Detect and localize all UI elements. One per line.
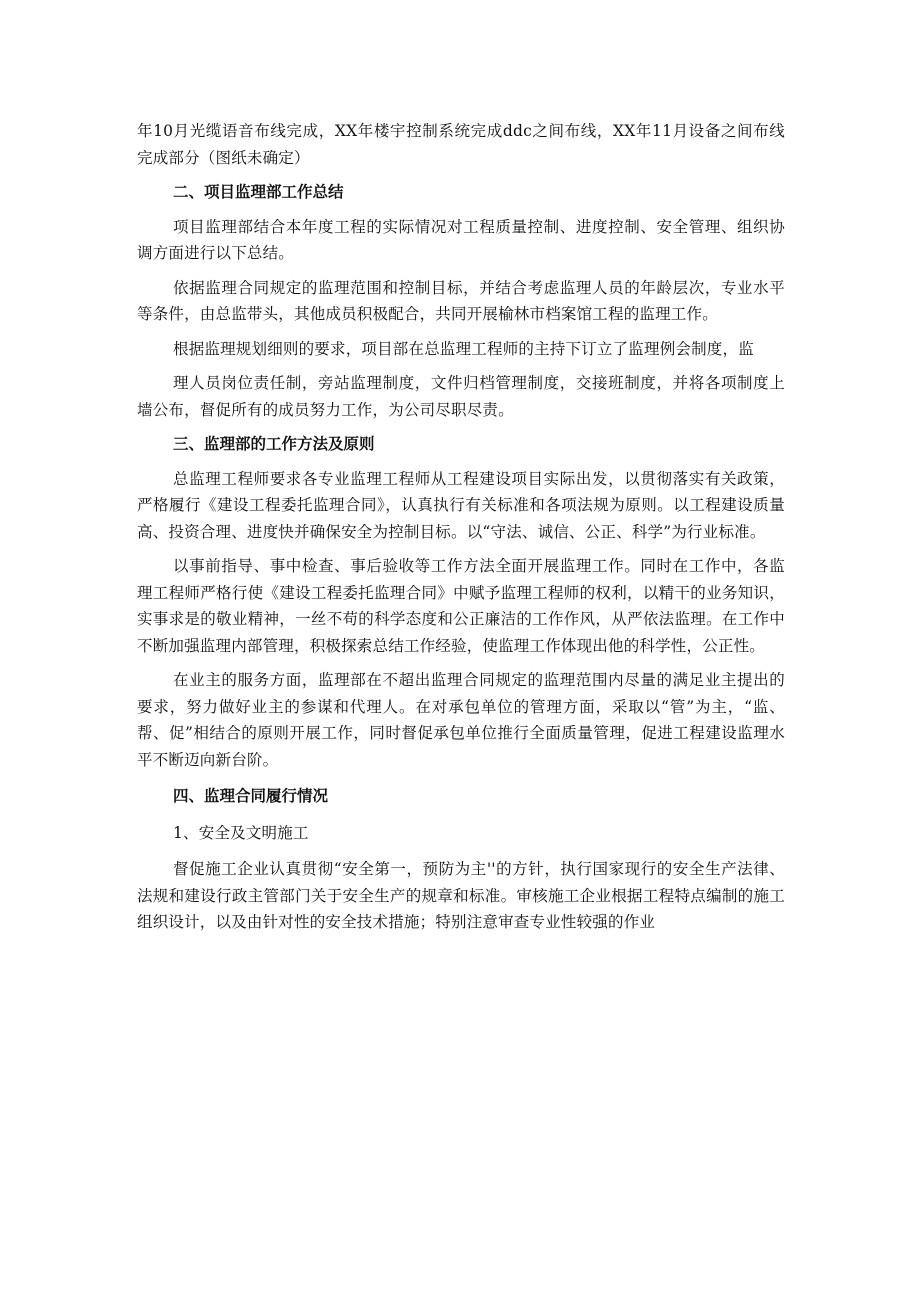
paragraph-cabling-progress: 年10月光缆语音布线完成，XX年楼宇控制系统完成ddc之间布线，XX年11月设备之间布线完成部分（图纸未确定） — [137, 122, 785, 167]
paragraph-principles: 总监理工程师要求各专业监理工程师从工程建设项目实际出发，以贯彻落实有关政策，严格履行《建设工程委托监理合同》，认真执行有关标准和各项法规为原则。以工程建设质量高、投资合理、进度快并确保安全为控制目标。以“守法、诚信、公正、科学”为行业标准。 — [137, 469, 785, 541]
paragraph-safety: 督促施工企业认真贯彻“安全第一，预防为主''的方针，执行国家现行的安全生产法律、法规和建设行政主管部门关于安全生产的规章和标准。审核施工企业根据工程特点编制的施工组织设计，以及由针对性的安全技术措施；特别注意审查专业性较强的作业 — [137, 860, 785, 931]
paragraph-supervision-scope: 依据监理合同规定的监理范围和控制目标，并结合考虑监理人员的年龄层次，专业水平等条件，由总监带头，其他成员积极配合，共同开展榆林市档案馆工程的监理工作。 — [137, 278, 785, 323]
paragraph-owner-service: 在业主的服务方面，监理部在不超出监理合同规定的监理范围内尽量的满足业主提出的要求，努力做好业主的参谋和代理人。在对承包单位的管理方面，采取以“管”为主，“监、帮、促”相结合的原则开展工作，同时督促承包单位推行全面质量管理，促进工程建设监理水平不断迈向新台阶。 — [137, 671, 785, 769]
paragraph-rules-part1: 根据监理规划细则的要求，项目部在总监理工程师的主持下订立了监理例会制度，监 — [173, 339, 754, 358]
section-heading-4: 四、监理合同履行情况 — [173, 786, 329, 805]
paragraph-summary-intro: 项目监理部结合本年度工程的实际情况对工程质量控制、进度控制、安全管理、组织协调方面进行以下总结。 — [137, 217, 785, 262]
section-heading-2: 二、项目监理部工作总结 — [173, 182, 344, 201]
document-page — [137, 118, 785, 936]
paragraph-work-methods: 以事前指导、事中检查、事后验收等工作方法全面开展监理工作。同时在工作中，各监理工程师严格行使《建设工程委托监理合同》中赋予监理工程师的权利，以精干的业务知识，实事求是的敬业精神，一丝不苟的科学态度和公正廉洁的工作作风，从严依法监理。在工作中不断加强监理内部管理，积极探索总结工作经验，使监理工作体现出他的科学性，公正性。 — [137, 557, 785, 655]
paragraph-rules-part2: 理人员岗位责任制，旁站监理制度，文件归档管理制度，交接班制度，并将各项制度上墙公布，督促所有的成员努力工作，为公司尽职尽责。 — [137, 374, 785, 419]
section-heading-3: 三、监理部的工作方法及原则 — [173, 434, 375, 453]
subsection-heading-safety: 1、安全及文明施工 — [173, 823, 309, 842]
